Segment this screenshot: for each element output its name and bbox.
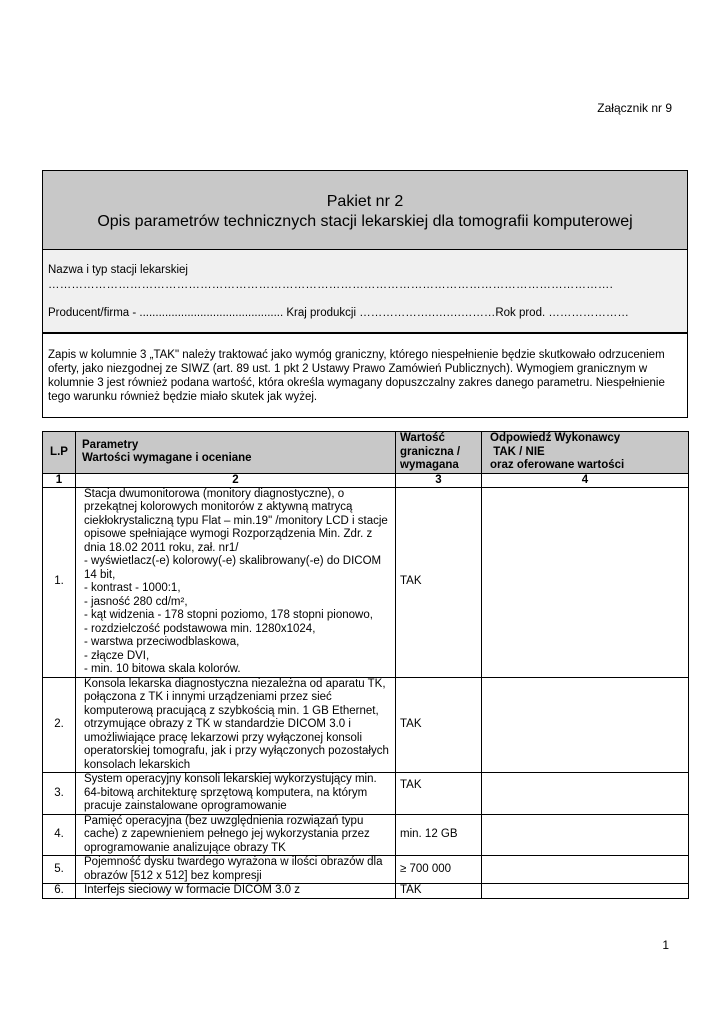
parameters-table: [42, 431, 689, 899]
row-answer-field[interactable]: [482, 773, 689, 815]
header-value-line1: Wartość: [400, 432, 445, 444]
header-value-line2: graniczna /: [400, 445, 461, 458]
package-title: Pakiet nr 2: [326, 193, 404, 210]
row-required-value: min. 12 GB: [396, 814, 482, 856]
row-answer-field[interactable]: [482, 884, 689, 899]
row-required-value: TAK: [396, 677, 482, 773]
row-required-value: TAK: [396, 773, 482, 815]
row-answer-field[interactable]: [482, 487, 689, 677]
header-params-line2: Wartości wymagane i oceniane: [82, 452, 252, 465]
table-header-row: [43, 432, 689, 474]
header-answer-line3: oraz oferowane wartości: [490, 459, 625, 471]
header-value: [396, 432, 482, 474]
table-row: [43, 814, 689, 856]
column-number-row: [43, 473, 689, 487]
table-row: [43, 884, 689, 899]
row-description: Interfejs sieciowy w formacie DICOM 3.0 z: [76, 884, 396, 899]
row-description: Pojemność dysku twardego wyrażona w ilości obrazów dla obrazów [512 x 512] bez kompresji: [76, 856, 396, 884]
header-params-line1: Parametry: [82, 438, 139, 451]
row-lp: 1.: [43, 487, 76, 677]
table-row: [43, 773, 689, 815]
row-required-value: TAK: [396, 884, 482, 899]
row-lp: 2.: [43, 677, 76, 773]
header-answer-line2: TAK / NIE: [490, 445, 545, 458]
row-required-value: TAK: [396, 487, 482, 677]
row-description: System operacyjny konsoli lekarskiej wykorzystujący min. 64-bitową architekturę sprzętową komputera, na którym pracuje zainstalowane oprogramowanie: [76, 773, 396, 815]
row-lp: 6.: [43, 884, 76, 899]
row-description: Stacja dwumonitorowa (monitory diagnostyczne), o przekątnej kolorowych monitorów z aktywną matrycą ciekłokrystaliczną typu Flat – min.19" /monitory LCD i stacje opisowe spełniające wymogi Rozporządzenia Min. Zdr. z dnia 18.02 2011 roku, zał. nr1/ - wyświetlacz(-e) kolorowy(-e) skalibrowany(-e) do DICOM 14 bit, - kontrast - 1000:1, - jasność 280 cd/m², - kąt widzenia - 178 stopni poziomo, 178 stopni pionowo, - rozdzielczość podstawowa min. 1280x1024, - warstwa przeciwodblaskowa, - złącze DVI, - min. 10 bitowa skala kolorów.: [76, 487, 396, 677]
col-number: 2: [76, 473, 396, 487]
table-row: [43, 677, 689, 773]
row-lp: 3.: [43, 773, 76, 815]
row-answer-field[interactable]: [482, 814, 689, 856]
requirements-note: Zapis w kolumnie 3 „TAK" należy traktować jako wymóg graniczny, którego niespełnienie będzie skutkowało odrzuceniem oferty, jako niezgodnej ze SIWZ (art. 89 ust. 1 pkt 2 Ustawy Prawo Zamówień Publicznych). Wymogiem granicznym w kolumnie 3 jest również podana wartość, która określa wymagany dopuszczalny zakres danego parametru. Niespełnienie tego warunku również będzie miało skutek jak wyżej.: [42, 333, 688, 418]
row-answer-field[interactable]: [482, 856, 689, 884]
header-answer: [482, 432, 689, 474]
col-number: 4: [482, 473, 689, 487]
row-description: Pamięć operacyjna (bez uwzględnienia rozwiązań typu cache) z zapewnieniem pełnego jej wykorzystania przez oprogramowanie analizujące obrazy TK: [76, 814, 396, 856]
row-required-value: ≥ 700 000: [396, 856, 482, 884]
col-number: 3: [396, 473, 482, 487]
col-number: 1: [43, 473, 76, 487]
header-value-line3: wymagana: [400, 459, 459, 471]
package-header: [42, 170, 688, 249]
page-number: 1: [662, 938, 669, 952]
header-answer-line1: Odpowiedź Wykonawcy: [490, 432, 621, 444]
annex-label: Załącznik nr 9: [597, 101, 672, 115]
row-lp: 5.: [43, 856, 76, 884]
producer-line[interactable]: Producent/firma - ............................................. Kraj produkcji ……………….….….………Rok prod. …………………: [48, 307, 629, 319]
header-lp: L.P: [43, 432, 76, 474]
station-name-field[interactable]: ……………………………………………………………………………………………………………………………….: [48, 279, 613, 291]
package-subtitle: Opis parametrów technicznych stacji lekarskiej dla tomografii komputerowej: [97, 213, 633, 230]
station-info-section: [42, 249, 688, 333]
station-name-label: Nazwa i typ stacji lekarskiej: [48, 264, 188, 276]
row-answer-field[interactable]: [482, 677, 689, 773]
row-lp: 4.: [43, 814, 76, 856]
table-row: [43, 856, 689, 884]
header-params: [76, 432, 396, 474]
table-row: [43, 487, 689, 677]
row-description: Konsola lekarska diagnostyczna niezależna od aparatu TK, połączona z TK i innymi urządzeniami przez sieć komputerową pracującą z szybkością min. 1 GB Ethernet, otrzymujące obrazy z TK w standardzie DICOM 3.0 i umożliwiające pracę lekarzowi przy wyłączonej konsoli operatorskiej tomografu, jak i przy wyłączonych pozostałych konsolach lekarskich: [76, 677, 396, 773]
